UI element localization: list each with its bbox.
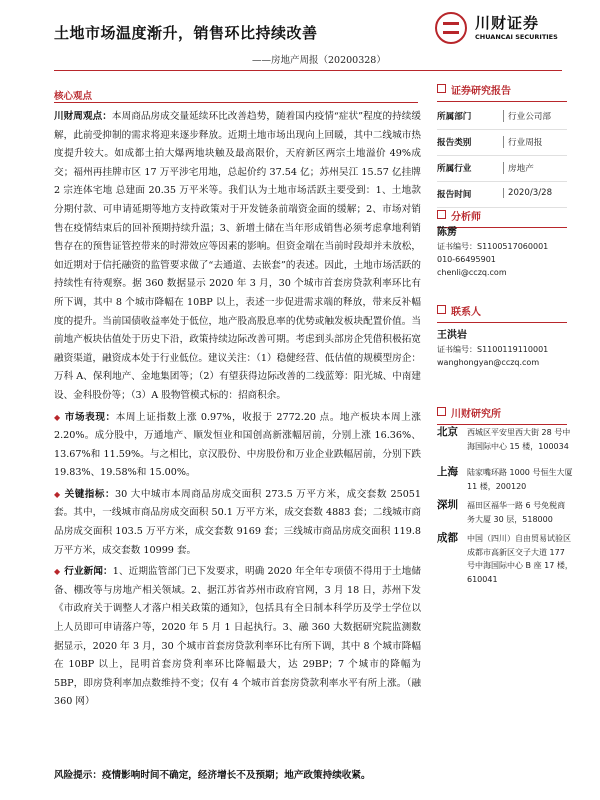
analyst-email[interactable]: chenli@cczq.com: [437, 268, 507, 277]
contact-cert: 证书编号：S1100119110001: [437, 345, 549, 354]
contact-section-header: [437, 303, 567, 323]
analyst-card: [437, 226, 567, 279]
paragraph-text: 本周商品房成交量延续环比改善趋势，随着国内疫情“症状”程度的持续缓解，此前受抑制的需求将迎来逐步释放。近期土地市场出现向上回暖，其中二线城市热度提升较大。如成都土拍大爆两地块触及最高限价，天府新区两宗土地溢价 49%成交；福州再挂牌市区 17 万平涉宅用地，总起价约 37.54 亿；苏州吴江 15.57 亿挂牌 2 宗连体宅地 总建面 20.35 万平米等。我们认为土地市场活跃主要受到：1、土地款分期付款、可申请延期等地方支持政策对于开发链条前端资金面的缓解；2、市场对销售在疫情结束后的回补预期持续升温；3、新增土储在当年形成销售必须考虑拿地利销售存在的预售证管控带来的时滞效应等因素的影响。但资金端在当前时段却并未放松，如近期对于信托融资的监管要求做了“去通道、去嵌套”的表述。因此，土地市场活跃的持续性有待观察。据 360 数据显示 2020 年 3 月，30 个城市首套房贷款利率环比有所下调，其中 8 个城市降幅在 10BP 以上，表述一步促进需求端的释放，带来反补幅度的提升。当前国债收益率处于低位，地产股高股息率的优势或触发板块配置价值。当前地产板块估值处于历史下沿，政策持续边际改善可期。考虑到头部房企凭借积极拓宽融资渠道，融资成本处于行业低位。建议关注：（1）稳健经营、低估值的规模型房企：万科 A、保利地产、金地集团等；（2）有望获得边际改善的二线蓝筹：阳光城、中南建设、金科股份等；（3）A 股物管模式标的：招商积余。: [54, 111, 422, 401]
risk-label: 风险提示：: [54, 770, 102, 781]
info-value: 行业周报: [503, 136, 542, 148]
office-address: 中国（四川）自由贸易试验区成都市高新区交子大道 177 号中海国际中心 B 座 17 楼，610041: [467, 534, 573, 584]
paragraph-label: 市场表现：: [64, 411, 116, 423]
square-bullet-icon: [437, 305, 446, 314]
logo-en-text: CHUANCAI SECURITIES: [475, 33, 558, 41]
square-bullet-icon: [437, 407, 446, 416]
info-row: [437, 182, 567, 208]
report-title: 土地市场温度渐升，销售环比持续改善: [54, 24, 318, 42]
analyst-heading: 分析师: [451, 212, 481, 223]
company-logo: [435, 12, 575, 48]
office-address: 福田区福华一路 6 号免税商务大厦 30 层，518000: [467, 501, 566, 524]
info-key: 所属行业: [437, 164, 472, 174]
paragraph-weekly-view: [54, 108, 421, 406]
logo-cn-text: 川财证券: [475, 14, 540, 32]
report-heading: 证券研究报告: [451, 86, 511, 97]
office-city: 上海: [437, 466, 458, 478]
header-divider: [54, 70, 562, 71]
contact-email[interactable]: wanghongyan@cczq.com: [437, 358, 540, 367]
paragraph-news: [54, 563, 421, 712]
office-heading: 川财研究所: [451, 409, 501, 420]
bullet-diamond-icon: ◆: [54, 489, 61, 499]
risk-text: 疫情影响时间不确定，经济增长不及预期；地产政策持续收紧。: [101, 770, 371, 781]
info-row: [437, 156, 567, 182]
contact-name: 王洪岩: [437, 330, 467, 341]
paragraph-label: 行业新闻：: [64, 566, 113, 578]
office-address: 陆家嘴环路 1000 号恒生大厦 11 楼，200120: [467, 468, 573, 491]
info-value: 行业公司部: [503, 110, 551, 122]
logo-mark-icon: [435, 12, 467, 44]
analyst-phone: 010-66495901: [437, 255, 496, 264]
info-value: 房地产: [503, 162, 534, 174]
info-key: 所属部门: [437, 112, 472, 122]
report-section-header: [437, 82, 567, 102]
risk-warning: [54, 767, 371, 781]
paragraph-label: 关键指标：: [64, 488, 116, 500]
contact-heading: 联系人: [451, 307, 481, 318]
report-subtitle: ——房地产周报（20200328）: [252, 55, 386, 66]
analyst-name: 陈雳: [437, 227, 457, 238]
core-heading: 核心观点: [54, 91, 93, 102]
office-city: 北京: [437, 426, 458, 438]
office-address: 西城区平安里西大街 28 号中海国际中心 15 楼，100034: [467, 428, 571, 451]
paragraph-text: 本周上证指数上涨 0.97%，收报于 2772.20 点。地产板块本周上涨 2.20%。成分股中，万通地产、顺发恒业和国创高新涨幅居前，分别上涨 16.36%、13.67%和 11.59%。与之相比，京汉股份、中房股份和万业企业跌幅居前，分别下跌 19.83%、19.58%和 15.00%。: [54, 411, 421, 479]
info-row: [437, 104, 567, 130]
info-key: 报告时间: [437, 190, 472, 200]
contact-card: [437, 329, 567, 369]
paragraph-indicators: [54, 486, 421, 560]
office-city: 成都: [437, 532, 458, 544]
square-bullet-icon: [437, 210, 446, 219]
core-divider: [54, 102, 418, 103]
office-city: 深圳: [437, 499, 458, 511]
info-key: 报告类别: [437, 138, 472, 148]
analyst-cert: 证书编号：S1100517060001: [437, 242, 549, 251]
paragraph-text: 1、近期监管部门已下发要求，明确 2020 年全年专项债不得用于土地储备、棚改等与房地产相关领域。2、据江苏省苏州市政府官网，3 月 18 日，苏州下发《市政府关于调整人才落户相关政策的通知》，包括具有全日制本科学历及学士学位以上人员即可申请落户等，2020 年 5 月 1 日起执行。3、融 360 大数据研究院监测数据显示，2020 年 3 月，30 个城市首套房贷款利率环比有所下调，其中 8 个城市降幅在 10BP 以上，昆明首套房贷利率环比降幅最大，达 29BP；7 个城市的降幅为 5BP，即房贷利率加点数维持不变；仅有 4 个城市首套房贷款利率水平有所上涨。（融 360 网）: [54, 566, 422, 708]
bullet-diamond-icon: ◆: [54, 567, 61, 577]
analyst-section-header: [437, 208, 567, 228]
bullet-diamond-icon: ◆: [54, 412, 61, 422]
core-content: [54, 108, 421, 712]
paragraph-label: 川财周观点：: [54, 111, 112, 122]
office-section-header: [437, 405, 567, 425]
square-bullet-icon: [437, 84, 446, 93]
info-value: 2020/3/28: [503, 188, 552, 198]
paragraph-text: 30 大中城市本周商品房成交面积 273.5 万平方米，成交套数 25051 套。其中，一线城市商品房成交面积 50.1 万平方米，成交套数 4883 套；二线城市商品房成交面积 103.5 万平方米，成交套数 9169 套；三线城市商品房成交面积 119.8 万平方米，成交套数 10999 套。: [54, 488, 422, 556]
paragraph-market: [54, 409, 421, 483]
info-row: [437, 130, 567, 156]
report-info-table: [437, 104, 567, 208]
